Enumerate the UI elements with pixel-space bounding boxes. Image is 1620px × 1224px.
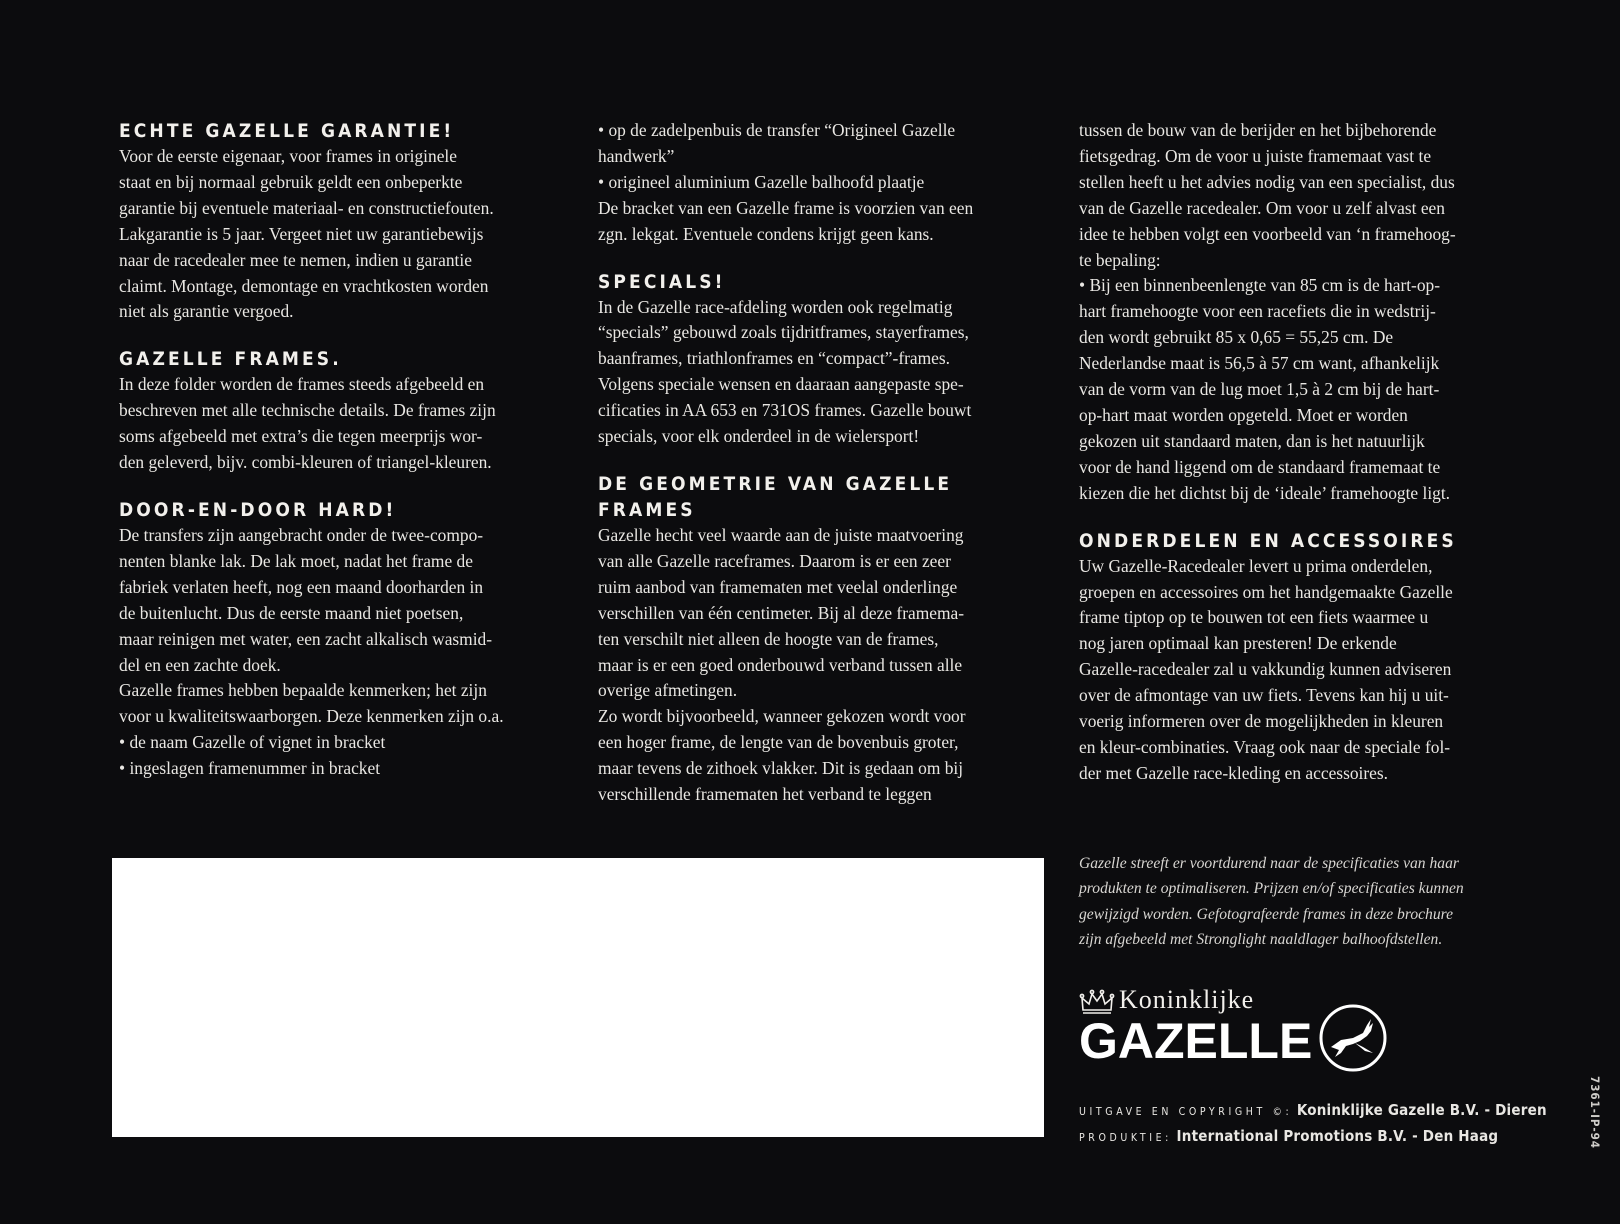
line: cificaties in AA 653 en 731OS frames. Gazelle bouwt [598,400,972,421]
line: zgn. lekgat. Eventuele condens krijgt geen kans. [598,223,934,244]
line: stellen heeft u het advies nodig van een specialist, dus [1079,171,1455,192]
credit-uitgave [1079,1097,1547,1123]
line: In deze folder worden de frames steeds afgebeeld en [119,374,485,395]
credit-value: Koninklijke Gazelle B.V. - Dieren [1296,1101,1547,1119]
line: maar is er een goed onderbouwd verband tussen alle [598,654,963,675]
disclaimer-line: zijn afgebeeld met Stronglight naaldlager balhoofdstellen. [1079,931,1443,949]
line: overige afmetingen. [598,680,738,701]
line: op-hart maat worden opgeteld. Moet er worden [1079,404,1408,425]
column-3 [1079,118,1549,787]
line: voor u kwaliteitswaarborgen. Deze kenmerken zijn o.a. [119,706,504,727]
line: In de Gazelle race-afdeling worden ook regelmatig [598,296,953,317]
heading-echte-gazelle-garantie: ECHTE GAZELLE GARANTIE! [119,120,455,142]
heading-door-en-door-hard: DOOR-EN-DOOR HARD! [119,498,397,521]
line: voor de hand liggend om de standaard framemaat te [1079,456,1441,477]
column-2 [598,118,1058,808]
line: frame tiptop op te bouwen tot een fiets waarmee u [1079,607,1429,628]
line: Gazelle-racedealer zal u vakkundig kunnen adviseren [1079,659,1452,680]
line: en kleur-combinaties. Vraag ook naar de speciale fol- [1079,736,1451,757]
line: kiezen die het dichtst bij de ‘ideale’ framehoogte ligt. [1079,482,1451,503]
bullet-item: • de naam Gazelle of vignet in bracket [119,730,579,756]
line: ten verschilt niet alleen de hoogte van de frames, [598,628,939,649]
line: naar de racedealer mee te nemen, indien u garantie [119,249,472,270]
line: Uw Gazelle-Racedealer levert u prima onderdelen, [1079,555,1433,576]
line: Lakgarantie is 5 jaar. Vergeet niet uw garantiebewijs [119,223,484,244]
heading-onderdelen-en-accessoires: ONDERDELEN EN ACCESSOIRES [1079,529,1457,552]
line: del en een zachte doek. [119,654,281,675]
line: maar tevens de zithoek vlakker. Dit is gedaan om bij [598,758,964,779]
line: te bepaling: [1079,249,1161,270]
disclaimer-line: gewijzigd worden. Gefotografeerde frames in deze brochure [1079,905,1454,923]
line: Zo wordt bijvoorbeeld, wanneer gekozen wordt voor [598,706,966,727]
line: van de vorm van de lug moet 1,5 à 2 cm bij de hart- [1079,379,1440,400]
gazelle-logo [1079,985,1409,1075]
line: claimt. Montage, demontage en vrachtkosten worden [119,275,489,296]
line: tussen de bouw van de berijder en het bijbehorende [1079,120,1437,140]
line: fabriek verlaten heeft, nog een maand doorharden in [119,576,484,597]
line: verschillen van één centimeter. Bij al deze framema- [598,602,964,623]
heading-de-geometrie: DE GEOMETRIE VAN GAZELLE FRAMES [598,472,953,521]
credit-label: UITGAVE EN COPYRIGHT ©: [1079,1106,1293,1118]
credit-value: International Promotions B.V. - Den Haag [1176,1127,1499,1145]
credits [1079,1097,1547,1149]
line: De bracket van een Gazelle frame is voorzien van een [598,197,974,218]
line: “specials” gebouwd zoals tijdritframes, stayerframes, [598,322,969,343]
line: een hoger frame, de lengte van de bovenbuis groter, [598,732,959,753]
line: fietsgedrag. Om de voor u juiste framemaat vast te [1079,145,1432,166]
line: Gazelle frames hebben bepaalde kenmerken; het zijn [119,680,487,701]
line: van de Gazelle racedealer. Om voor u zelf alvast een [1079,197,1445,218]
line: handwerk” [598,145,675,166]
credit-produktie [1079,1123,1547,1149]
bullet-item: • Bij een binnenbeenlengte van 85 cm is de hart-op- [1079,273,1549,299]
line: soms afgebeeld met extra’s die tegen meerprijs wor- [119,426,483,447]
print-code: 7361-IP-94 [1588,1076,1602,1150]
line: de buitenlucht. Dus de eerste maand niet poetsen, [119,602,464,623]
line: idee te hebben volgt een voorbeeld van ‘n framehoog- [1079,223,1456,244]
line: ruim aanbod van framematen met veelal onderlinge [598,576,958,597]
line: Voor de eerste eigenaar, voor frames in originele [119,146,457,166]
line: hart framehoogte voor een racefiets die in wedstrij- [1079,301,1436,322]
line: staat en bij normaal gebruik geldt een onbeperkte [119,171,463,192]
line: specials, voor elk onderdeel in de wielersport! [598,426,920,447]
line: maar reinigen met water, een zacht alkalisch wasmid- [119,628,493,649]
leaping-gazelle-icon [1313,1003,1393,1073]
disclaimer-line: Gazelle streeft er voortdurend naar de specificaties van haar [1079,855,1459,872]
line: voerig informeren over de mogelijkheden in kleuren [1079,711,1444,732]
disclaimer-line: produkten te optimaliseren. Prijzen en/of specificaties kunnen [1079,880,1464,898]
line: den geleverd, bijv. combi-kleuren of triangel-kleuren. [119,452,492,473]
line: der met Gazelle race-kleding en accessoires. [1079,762,1388,783]
line: niet als garantie vergoed. [119,301,294,322]
credit-label: PRODUKTIE: [1079,1132,1172,1144]
line: beschreven met alle technische details. De frames zijn [119,400,496,421]
line: over de afmontage van uw fiets. Tevens kan hij u uit- [1079,685,1449,706]
column-1 [119,118,579,782]
line: groepen en accessoires om het handgemaakte Gazelle [1079,581,1453,602]
brand-gazelle: GAZELLE [1079,1013,1313,1069]
line: garantie bij eventuele materiaal- en constructiefouten. [119,197,494,218]
blank-white-panel [112,858,1044,1137]
line: van alle Gazelle raceframes. Daarom is er een zeer [598,550,951,571]
bullet-item: • origineel aluminium Gazelle balhoofd plaatje [598,170,1058,196]
heading-gazelle-frames: GAZELLE FRAMES. [119,348,342,371]
crown-icon [1079,989,1115,1015]
line: Gazelle hecht veel waarde aan de juiste maatvoering [598,524,964,545]
disclaimer [1079,851,1559,953]
heading-specials: SPECIALS! [598,270,726,293]
line: verschillende framematen het verband te leggen [598,784,932,805]
bullet-item: • ingeslagen framenummer in bracket [119,756,579,782]
line: gekozen uit standaard maten, dan is het natuurlijk [1079,430,1425,451]
line: nog jaren optimaal kan presteren! De erkende [1079,633,1397,654]
line: Nederlandse maat is 56,5 à 57 cm want, afhankelijk [1079,353,1440,374]
brand-koninklijke: Koninklijke [1119,985,1255,1014]
line: Volgens speciale wensen en daaraan aangepaste spe- [598,374,964,395]
bullet-item: • op de zadelpenbuis de transfer “Origineel Gazelle [598,118,1058,144]
line: De transfers zijn aangebracht onder de twee-compo- [119,524,484,545]
line: baanframes, triathlonframes en “compact”-frames. [598,348,950,369]
line: den wordt gebruikt 85 x 0,65 = 55,25 cm. De [1079,327,1394,348]
line: nenten blanke lak. De lak moet, nadat het frame de [119,550,473,571]
